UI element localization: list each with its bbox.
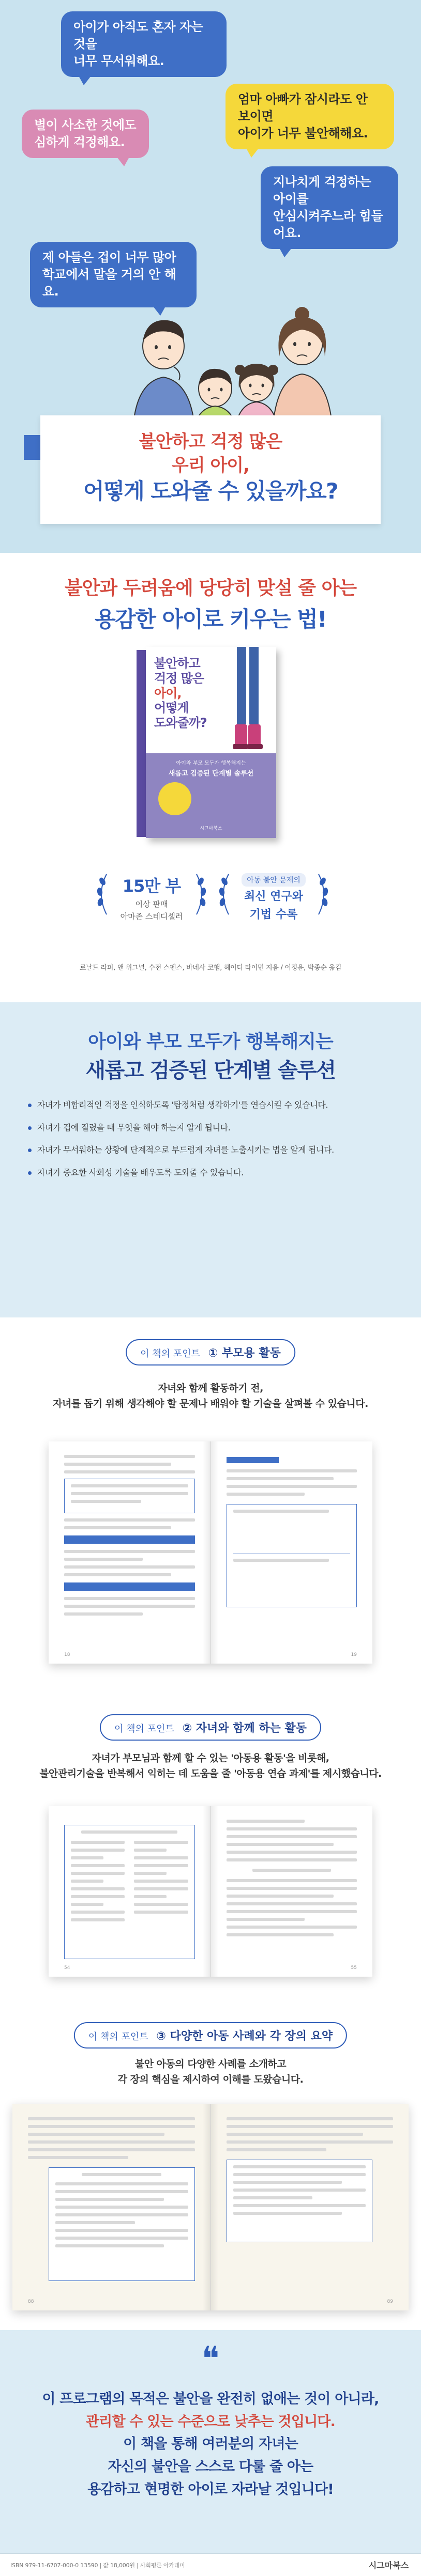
point-number: ③ — [156, 2030, 166, 2043]
stat-number: 15만 부 — [122, 876, 181, 896]
bubble-text: 제 아들은 겁이 너무 많아 — [42, 250, 176, 265]
list-item: 자녀가 무서워하는 상황에 단계적으로 부드럽게 자녀를 노출시키는 법을 알게 됩니다. — [28, 1144, 400, 1156]
question-line: 우리 아이, — [171, 455, 250, 476]
point-description: 자녀와 함께 활동하기 전, 자녀를 돕기 위해 생각해야 할 문제나 배워야 할 기술을 살펴볼 수 있습니다. — [53, 1383, 368, 1410]
question-card — [40, 415, 381, 524]
list-item: 자녀가 비합리적인 걱정을 인식하도록 '탐정처럼 생각하기'를 연습시킬 수 있습니다. — [28, 1099, 400, 1111]
point-number: ② — [182, 1722, 192, 1735]
question-line: 불안하고 걱정 많은 — [139, 431, 282, 452]
book-section — [0, 553, 421, 1002]
authors-line: 로날드 라피, 앤 위그널, 수전 스펜스, 바네사 코햄, 헤이디 라이먼 지음 / 이정윤, 박종순 옮김 — [80, 964, 341, 972]
list-item: 자녀가 중요한 사회성 기술을 배우도록 도와줄 수 있습니다. — [28, 1167, 400, 1178]
point-title: 부모용 활동 — [221, 1347, 281, 1360]
stat-text: 기법 수록 — [249, 908, 298, 921]
bubble-text: 아이가 너무 불안해해요. — [238, 126, 368, 141]
list-item: 자녀가 겁에 질렸을 때 무엇을 해야 하는지 알게 됩니다. — [28, 1122, 400, 1134]
point-tag: 이 책의 포인트 — [114, 1724, 174, 1734]
section-headline: 새롭고 검증된 단계별 솔루션 — [85, 1059, 336, 1082]
bubble-text: 안심시켜주느라 힘들어요. — [273, 209, 383, 241]
point-description: 자녀가 부모님과 함께 할 수 있는 '아동용 활동'을 비롯해, 불안관리기술을 반복해서 익히는 데 도움을 줄 '아동용 연습 과제'를 제시했습니다. — [39, 1752, 382, 1780]
page-spread: 54 55 — [49, 1806, 372, 1977]
bubble-text: 아이가 아직도 혼자 자는 것을 — [73, 20, 203, 52]
quote-icon: ❝ — [201, 2340, 220, 2378]
point-badge — [126, 1339, 295, 1365]
stat-label: 이상 판매 — [135, 899, 168, 909]
bubble-text: 지나치게 걱정하는 아이를 — [273, 175, 371, 207]
question-headline: 어떻게 도와줄 수 있을까요? — [83, 478, 338, 504]
section-heading: 불안과 두려움에 당당히 맞설 줄 아는 — [64, 578, 357, 599]
child-legs-illustration — [228, 647, 269, 753]
point-1-section — [0, 1317, 421, 1705]
speech-bubble — [22, 110, 149, 158]
publisher-logo: 시그마북스 — [368, 2561, 409, 2570]
page-spread: 88 89 — [12, 2104, 409, 2310]
point-number: ① — [208, 1347, 218, 1360]
benefit-list — [28, 1099, 400, 1189]
point-2-section — [0, 1705, 421, 2015]
book-cover — [146, 647, 276, 838]
cover-seal — [158, 782, 191, 815]
bubble-text: 심하게 걱정해요. — [34, 135, 125, 150]
point-tag: 이 책의 포인트 — [140, 1348, 200, 1359]
footer-meta: ISBN 979-11-6707-000-0 13590 | 값 18,000원 | 사회평론 아카데미 — [10, 2562, 185, 2569]
laurel-left-icon — [94, 871, 110, 918]
bubble-text: 너무 무서워해요. — [73, 54, 164, 69]
solution-section — [0, 1002, 421, 1317]
laurel-left-icon — [216, 871, 232, 918]
section-headline: 용감한 아이로 키우는 법! — [95, 607, 326, 632]
point-badge — [100, 1714, 321, 1741]
stat-label: 아마존 스테디셀러 — [120, 912, 183, 922]
sales-stat — [97, 873, 206, 922]
speech-bubble — [225, 84, 394, 149]
hero-section — [0, 0, 421, 553]
speech-bubble — [261, 166, 398, 249]
decorative-flag — [24, 435, 41, 460]
bubble-text: 학교에서 말을 거의 안 해요. — [42, 267, 176, 299]
point-3-section — [0, 2015, 421, 2330]
point-title: 자녀와 함께 하는 활동 — [196, 1722, 307, 1735]
closing-section — [0, 2330, 421, 2576]
section-heading: 아이와 부모 모두가 행복해지는 — [88, 1031, 333, 1052]
laurel-right-icon — [315, 871, 331, 918]
closing-message: 이 프로그램의 목적은 불안을 완전히 없애는 것이 아니라, 관리할 수 있는 수준으로 낮추는 것입니다. 이 책을 통해 여러분의 자녀는 자신의 불안을 스스로 다룰 줄 아는 용감하고 현명한 아이로 자라날 것입니다! — [42, 2391, 379, 2497]
point-title: 다양한 아동 사례와 각 장의 요약 — [170, 2030, 333, 2043]
page-spread: 18 19 — [49, 1441, 372, 1664]
point-tag: 이 책의 포인트 — [88, 2031, 148, 2042]
point-description: 불안 아동의 다양한 사례를 소개하고 각 장의 핵심을 제시하여 이해를 도왔습니다. — [117, 2058, 304, 2086]
footer — [0, 2553, 421, 2576]
cover-subtitle: 새롭고 검증된 단계별 솔루션 — [168, 770, 254, 778]
speech-bubble — [61, 11, 227, 77]
bubble-text: 별이 사소한 것에도 — [34, 118, 137, 132]
research-stat — [219, 873, 328, 922]
bubble-text: 엄마 아빠가 잠시라도 안 보이면 — [238, 92, 368, 124]
cover-tagline: 아이와 부모 모두가 행복해지는 — [176, 761, 246, 766]
stat-pill: 아동 불안 문제의 — [242, 873, 306, 887]
point-badge — [74, 2022, 347, 2049]
cover-title: 불안하고 걱정 많은 아이, 어떻게 도와줄까? — [154, 656, 207, 731]
cover-publisher: 시그마북스 — [200, 826, 222, 831]
stat-text: 최신 연구와 — [244, 890, 303, 903]
laurel-right-icon — [193, 871, 209, 918]
family-illustration — [101, 269, 360, 439]
